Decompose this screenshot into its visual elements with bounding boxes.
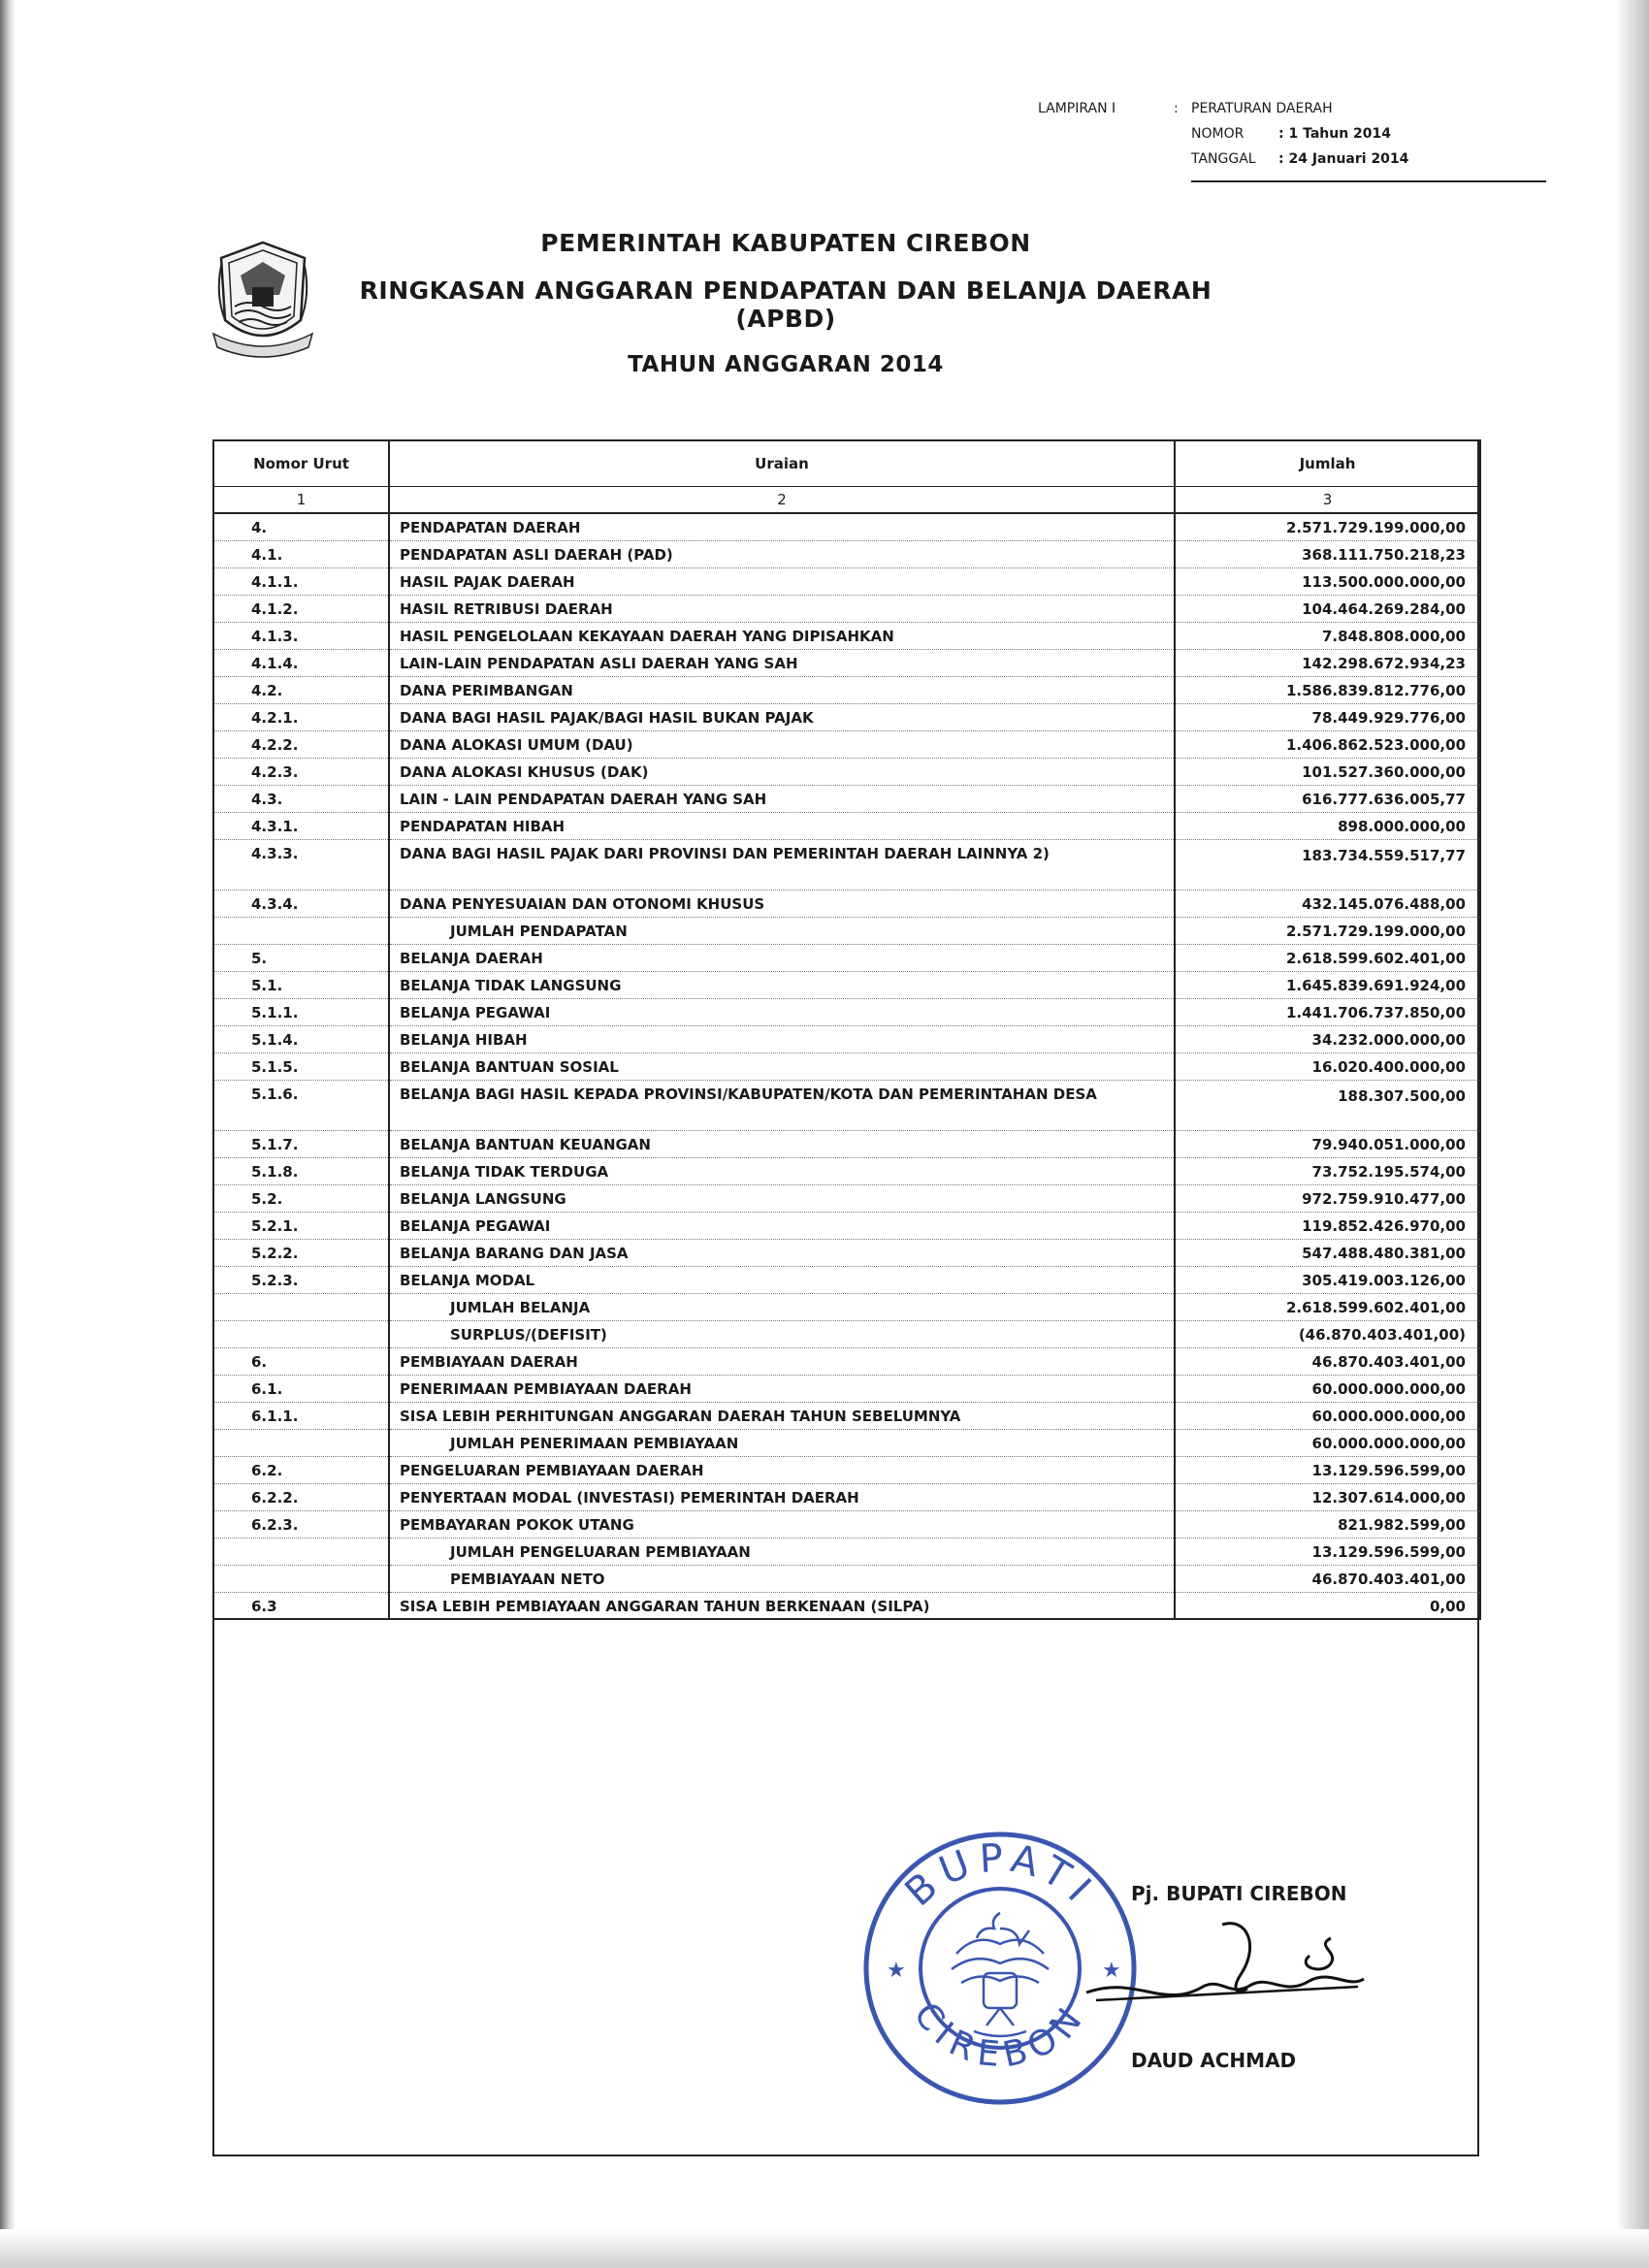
row-number: 4.2.2. <box>213 730 389 758</box>
table-row <box>213 998 1480 1025</box>
signatory-name: DAUD ACHMAD <box>1131 2049 1297 2072</box>
table-row <box>213 1130 1480 1157</box>
table-row <box>213 622 1480 649</box>
table-row <box>213 1456 1480 1483</box>
row-description: BELANJA HIBAH <box>389 1025 1175 1053</box>
row-description: BELANJA TIDAK LANGSUNG <box>389 971 1175 998</box>
fiscal-year: TAHUN ANGGARAN 2014 <box>628 352 944 377</box>
column-number-row <box>213 487 1480 514</box>
row-amount: 432.145.076.488,00 <box>1175 890 1480 917</box>
row-number <box>213 1320 389 1347</box>
row-description: BELANJA LANGSUNG <box>389 1184 1175 1212</box>
row-description: BELANJA DAERAH <box>389 944 1175 971</box>
row-description: PENERIMAAN PEMBIAYAAN DAERAH <box>389 1375 1175 1402</box>
tanggal-label: TANGGAL <box>1191 151 1256 167</box>
row-number: 6.1.1. <box>213 1402 389 1429</box>
nomor-label: NOMOR <box>1191 126 1245 142</box>
row-description: SISA LEBIH PEMBIAYAAN ANGGARAN TAHUN BERKENAAN (SILPA) <box>389 1592 1175 1619</box>
row-description: HASIL PENGELOLAAN KEKAYAAN DAERAH YANG DIPISAHKAN <box>389 622 1175 649</box>
table-row <box>213 1266 1480 1293</box>
row-description: DANA ALOKASI UMUM (DAU) <box>389 730 1175 758</box>
row-number: 4.3.4. <box>213 890 389 917</box>
table-row <box>213 1293 1480 1320</box>
row-number: 5.2. <box>213 1184 389 1212</box>
nomor-value: : 1 Tahun 2014 <box>1278 126 1392 142</box>
row-number <box>213 1293 389 1320</box>
row-description: SISA LEBIH PERHITUNGAN ANGGARAN DAERAH TAHUN SEBELUMNYA <box>389 1402 1175 1429</box>
row-description: PENGELUARAN PEMBIAYAAN DAERAH <box>389 1456 1175 1483</box>
row-number: 5.2.2. <box>213 1239 389 1266</box>
table-row <box>213 758 1480 785</box>
row-number: 5.1.1. <box>213 998 389 1025</box>
table-row <box>213 1592 1480 1619</box>
row-amount: 2.618.599.602.401,00 <box>1175 944 1480 971</box>
row-amount: 368.111.750.218,23 <box>1175 540 1480 567</box>
scan-edge-bottom <box>0 2229 1649 2268</box>
row-number: 4.2. <box>213 676 389 703</box>
document-title: RINGKASAN ANGGARAN PENDAPATAN DAN BELANJA DAERAH (APBD) <box>359 276 1212 333</box>
row-description: BELANJA MODAL <box>389 1266 1175 1293</box>
attachment-rule <box>1191 180 1546 182</box>
row-amount: 73.752.195.574,00 <box>1175 1157 1480 1184</box>
row-amount: 2.618.599.602.401,00 <box>1175 1293 1480 1320</box>
table-row <box>213 1510 1480 1538</box>
row-amount: 34.232.000.000,00 <box>1175 1025 1480 1053</box>
regency-coat-of-arms-icon <box>211 237 314 363</box>
row-description: PENDAPATAN HIBAH <box>389 812 1175 839</box>
table-row <box>213 812 1480 839</box>
table-row <box>213 1320 1480 1347</box>
regulation-label: PERATURAN DAERAH <box>1191 101 1333 116</box>
column-number: 3 <box>1175 487 1480 514</box>
row-description: BELANJA PEGAWAI <box>389 1212 1175 1239</box>
scan-edge-left <box>0 0 16 2268</box>
row-amount: 2.571.729.199.000,00 <box>1175 513 1480 540</box>
table-row <box>213 540 1480 567</box>
row-number: 5.2.3. <box>213 1266 389 1293</box>
row-amount: 142.298.672.934,23 <box>1175 649 1480 676</box>
table-row <box>213 1239 1480 1266</box>
table-row <box>213 513 1480 540</box>
row-amount: 104.464.269.284,00 <box>1175 595 1480 622</box>
handwritten-signature-icon <box>1077 1917 1368 2024</box>
row-description: SURPLUS/(DEFISIT) <box>389 1320 1175 1347</box>
row-description: BELANJA TIDAK TERDUGA <box>389 1157 1175 1184</box>
signatory-title: Pj. BUPATI CIREBON <box>1131 1882 1347 1905</box>
table-header-row <box>213 440 1480 487</box>
row-number: 4.3.1. <box>213 812 389 839</box>
table-row <box>213 1184 1480 1212</box>
row-number: 6.3 <box>213 1592 389 1619</box>
row-amount: 78.449.929.776,00 <box>1175 703 1480 730</box>
row-description: JUMLAH PENGELUARAN PEMBIAYAAN <box>389 1538 1175 1565</box>
row-number: 4.1.2. <box>213 595 389 622</box>
row-amount: 305.419.003.126,00 <box>1175 1266 1480 1293</box>
header-uraian: Uraian <box>389 440 1175 487</box>
row-number: 4.1.3. <box>213 622 389 649</box>
row-amount: 13.129.596.599,00 <box>1175 1456 1480 1483</box>
row-amount: (46.870.403.401,00) <box>1175 1320 1480 1347</box>
table-row <box>213 839 1480 890</box>
row-description: HASIL RETRIBUSI DAERAH <box>389 595 1175 622</box>
row-number: 4. <box>213 513 389 540</box>
table-row <box>213 567 1480 595</box>
row-number: 4.2.3. <box>213 758 389 785</box>
header-nomor-urut: Nomor Urut <box>213 440 389 487</box>
table-row <box>213 1212 1480 1239</box>
row-amount: 1.645.839.691.924,00 <box>1175 971 1480 998</box>
row-description: DANA BAGI HASIL PAJAK DARI PROVINSI DAN PEMERINTAH DAERAH LAINNYA 2) <box>389 839 1175 890</box>
row-amount: 60.000.000.000,00 <box>1175 1375 1480 1402</box>
header-jumlah: Jumlah <box>1175 440 1480 487</box>
row-number: 5.1. <box>213 971 389 998</box>
row-description: BELANJA BAGI HASIL KEPADA PROVINSI/KABUPATEN/KOTA DAN PEMERINTAHAN DESA <box>389 1080 1175 1130</box>
row-number: 5.1.7. <box>213 1130 389 1157</box>
row-description: PENDAPATAN ASLI DAERAH (PAD) <box>389 540 1175 567</box>
row-description: BELANJA BANTUAN SOSIAL <box>389 1053 1175 1080</box>
stamp-top-text: BUPATI <box>896 1835 1105 1916</box>
row-number: 5.1.8. <box>213 1157 389 1184</box>
row-amount: 821.982.599,00 <box>1175 1510 1480 1538</box>
row-number: 6.1. <box>213 1375 389 1402</box>
table-row <box>213 595 1480 622</box>
table-row <box>213 703 1480 730</box>
row-amount: 119.852.426.970,00 <box>1175 1212 1480 1239</box>
tanggal-value: : 24 Januari 2014 <box>1278 151 1409 167</box>
table-row <box>213 1538 1480 1565</box>
row-number: 5.1.4. <box>213 1025 389 1053</box>
table-row <box>213 971 1480 998</box>
row-amount: 113.500.000.000,00 <box>1175 567 1480 595</box>
stamp-bottom-text: CIREBON <box>905 1994 1095 2076</box>
row-description: BELANJA BANTUAN KEUANGAN <box>389 1130 1175 1157</box>
row-number: 4.1.1. <box>213 567 389 595</box>
row-description: PENDAPATAN DAERAH <box>389 513 1175 540</box>
table-row <box>213 730 1480 758</box>
svg-text:BUPATI <box>897 1835 1105 1915</box>
row-amount: 183.734.559.517,77 <box>1175 839 1480 890</box>
table-body <box>213 513 1480 1619</box>
table-row <box>213 1025 1480 1053</box>
table-row <box>213 917 1480 944</box>
row-description: PENYERTAAN MODAL (INVESTASI) PEMERINTAH DAERAH <box>389 1483 1175 1510</box>
row-amount: 13.129.596.599,00 <box>1175 1538 1480 1565</box>
attachment-reference <box>1038 101 1484 177</box>
row-amount: 101.527.360.000,00 <box>1175 758 1480 785</box>
row-description: DANA BAGI HASIL PAJAK/BAGI HASIL BUKAN PAJAK <box>389 703 1175 730</box>
government-name: PEMERINTAH KABUPATEN CIREBON <box>540 229 1031 257</box>
column-number: 2 <box>389 487 1175 514</box>
table-row <box>213 1402 1480 1429</box>
row-description: LAIN-LAIN PENDAPATAN ASLI DAERAH YANG SAH <box>389 649 1175 676</box>
row-amount: 1.586.839.812.776,00 <box>1175 676 1480 703</box>
row-number: 5. <box>213 944 389 971</box>
row-number: 6. <box>213 1347 389 1375</box>
row-number: 6.2.2. <box>213 1483 389 1510</box>
table-row <box>213 1080 1480 1130</box>
table-row <box>213 676 1480 703</box>
row-description: BELANJA PEGAWAI <box>389 998 1175 1025</box>
row-description: DANA PERIMBANGAN <box>389 676 1175 703</box>
row-amount: 0,00 <box>1175 1592 1480 1619</box>
row-amount: 46.870.403.401,00 <box>1175 1565 1480 1592</box>
row-number: 4.3.3. <box>213 839 389 890</box>
row-description: JUMLAH PENDAPATAN <box>389 917 1175 944</box>
row-description: JUMLAH BELANJA <box>389 1293 1175 1320</box>
row-amount: 2.571.729.199.000,00 <box>1175 917 1480 944</box>
row-amount: 898.000.000,00 <box>1175 812 1480 839</box>
row-number: 4.2.1. <box>213 703 389 730</box>
row-amount: 46.870.403.401,00 <box>1175 1347 1480 1375</box>
row-amount: 1.441.706.737.850,00 <box>1175 998 1480 1025</box>
attachment-separator: : <box>1174 101 1179 116</box>
row-amount: 12.307.614.000,00 <box>1175 1483 1480 1510</box>
table-row <box>213 785 1480 812</box>
row-number: 4.3. <box>213 785 389 812</box>
row-amount: 1.406.862.523.000,00 <box>1175 730 1480 758</box>
row-amount: 547.488.480.381,00 <box>1175 1239 1480 1266</box>
row-amount: 616.777.636.005,77 <box>1175 785 1480 812</box>
table-row <box>213 1157 1480 1184</box>
document-titles <box>330 229 1242 377</box>
row-description: PEMBIAYAAN NETO <box>389 1565 1175 1592</box>
row-number: 4.1. <box>213 540 389 567</box>
table-row <box>213 1483 1480 1510</box>
table-row <box>213 944 1480 971</box>
table-row <box>213 649 1480 676</box>
row-number: 5.2.1. <box>213 1212 389 1239</box>
row-number: 6.2. <box>213 1456 389 1483</box>
row-number: 6.2.3. <box>213 1510 389 1538</box>
row-description: JUMLAH PENERIMAAN PEMBIAYAAN <box>389 1429 1175 1456</box>
row-number: 4.1.4. <box>213 649 389 676</box>
row-amount: 972.759.910.477,00 <box>1175 1184 1480 1212</box>
row-number: 5.1.5. <box>213 1053 389 1080</box>
svg-text:★: ★ <box>1102 1959 1121 1983</box>
row-amount: 60.000.000.000,00 <box>1175 1402 1480 1429</box>
table-row <box>213 1053 1480 1080</box>
scan-edge-right <box>1616 0 1649 2268</box>
row-number <box>213 1565 389 1592</box>
apbd-summary-table <box>212 439 1481 1620</box>
table-row <box>213 1565 1480 1592</box>
row-description: DANA ALOKASI KHUSUS (DAK) <box>389 758 1175 785</box>
table-row <box>213 1429 1480 1456</box>
row-description: PEMBAYARAN POKOK UTANG <box>389 1510 1175 1538</box>
row-number <box>213 1538 389 1565</box>
row-description: BELANJA BARANG DAN JASA <box>389 1239 1175 1266</box>
row-description: PEMBIAYAAN DAERAH <box>389 1347 1175 1375</box>
row-amount: 188.307.500,00 <box>1175 1080 1480 1130</box>
row-number <box>213 917 389 944</box>
column-number: 1 <box>213 487 389 514</box>
table-row <box>213 1375 1480 1402</box>
table-row <box>213 1347 1480 1375</box>
row-amount: 7.848.808.000,00 <box>1175 622 1480 649</box>
row-amount: 79.940.051.000,00 <box>1175 1130 1480 1157</box>
attachment-label: LAMPIRAN I <box>1038 101 1116 116</box>
row-description: DANA PENYESUAIAN DAN OTONOMI KHUSUS <box>389 890 1175 917</box>
row-number: 5.1.6. <box>213 1080 389 1130</box>
table-row <box>213 890 1480 917</box>
svg-text:★: ★ <box>887 1959 906 1983</box>
row-amount: 60.000.000.000,00 <box>1175 1429 1480 1456</box>
row-number <box>213 1429 389 1456</box>
row-description: HASIL PAJAK DAERAH <box>389 567 1175 595</box>
row-description: LAIN - LAIN PENDAPATAN DAERAH YANG SAH <box>389 785 1175 812</box>
row-amount: 16.020.400.000,00 <box>1175 1053 1480 1080</box>
